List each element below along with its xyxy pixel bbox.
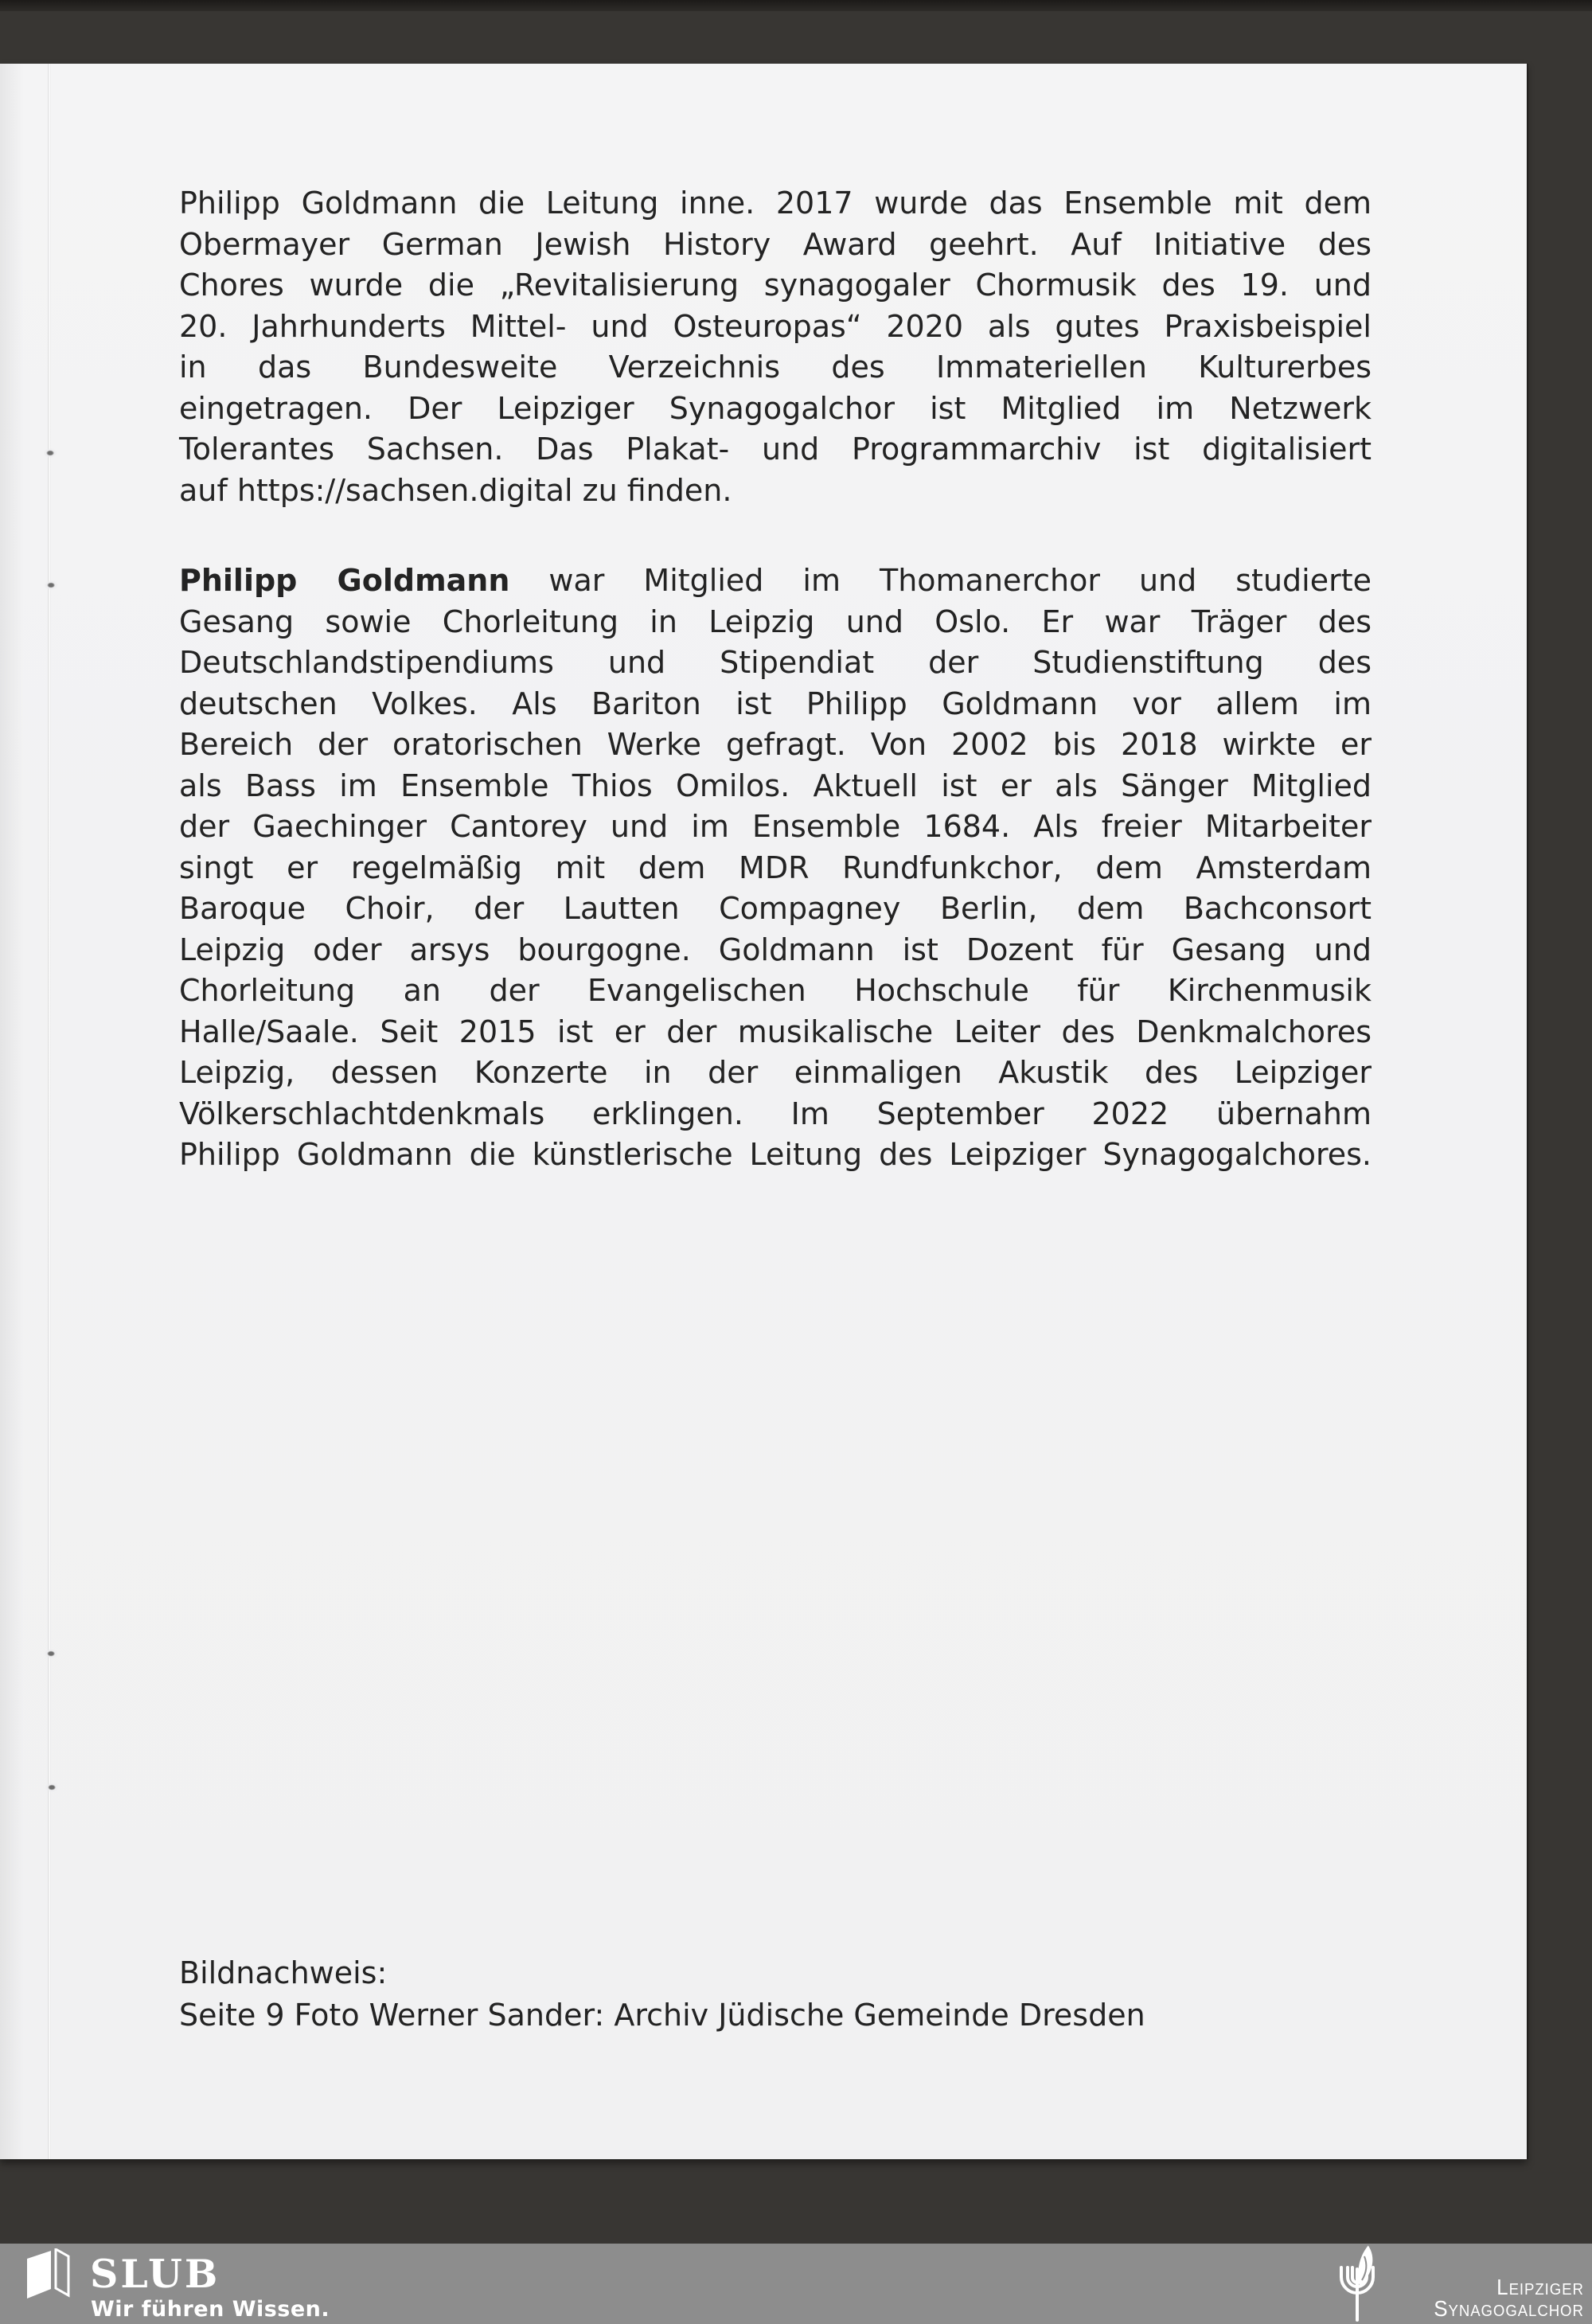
text-line: auf https://sachsen.digital zu finden. [179,472,732,508]
text-line: Tolerantes Sachsen. Das Plakat- und Programmarchiv ist digitalisiert [179,432,1372,467]
text-line: deutschen Volkes. Als Bariton ist Philipp Goldmann vor allem im [179,685,1372,721]
paragraph-ensemble-history [179,183,1372,511]
text-line: Philipp Goldmann die Leitung inne. 2017 wurde das Ensemble mit dem [179,186,1372,221]
text-line: Völkerschlachtdenkmals erklingen. Im September 2022 übernahm [179,1096,1372,1131]
credits-line: Seite 9 Foto Werner Sander: Archiv Jüdische Gemeinde Dresden [179,1998,1145,2033]
text-line: der Gaechinger Cantorey und im Ensemble 1684. Als freier Mitarbeiter [179,809,1372,844]
slub-logo [26,2247,361,2324]
text-line: Leipzig oder arsys bourgogne. Goldmann ist Dozent für Gesang und [179,932,1372,967]
text-line: als Bass im Ensemble Thios Omilos. Aktuell ist er als Sänger Mitglied [179,768,1372,803]
text-line: Leipzig, dessen Konzerte in der einmaligen Akustik des Leipziger [179,1055,1372,1090]
text-line: Chorleitung an der Evangelischen Hochschule für Kirchenmusik [179,973,1372,1008]
text-line: Chores wurde die „Revitalisierung synagogaler Chormusik des 19. und [179,268,1372,303]
text-line: Halle/Saale. Seit 2015 ist er der musikalische Leiter des Denkmalchores [179,1014,1372,1049]
text-line: Gesang sowie Chorleitung in Leipzig und Oslo. Er war Träger des [179,603,1372,639]
choir-wordmark-line2: Synagogalchor [1434,2296,1584,2321]
choir-wordmark [1434,2277,1584,2319]
text-line: Philipp Goldmann die künstlerische Leitung des Leipziger Synagogalchores. [179,1137,1372,1172]
image-credits [179,1952,1389,2037]
digitization-footer-bar [0,2244,1592,2324]
open-book-icon [26,2248,71,2301]
page-content [0,64,1527,2159]
text-line: Obermayer German Jewish History Award geehrt. Auf Initiative des [179,226,1372,262]
credits-heading: Bildnachweis: [179,1955,388,1990]
paragraph-philipp-goldmann-bio [179,560,1372,1176]
text-line: Baroque Choir, der Lautten Compagney Berlin, dem Bachconsort [179,891,1372,926]
menorah-icon [1331,2245,1387,2323]
scanner-bed-edge [0,0,1592,11]
slub-tagline: Wir führen Wissen. [91,2297,330,2322]
text-line: Philipp Goldmann war Mitglied im Thomanerchor und studierte [179,563,1372,598]
slub-wordmark: SLUB [90,2251,220,2297]
text-line: Bereich der oratorischen Werke gefragt. Von 2002 bis 2018 wirkte er [179,727,1372,762]
text-line: singt er regelmäßig mit dem MDR Rundfunkchor, dem Amsterdam [179,850,1372,885]
text-line: 20. Jahrhunderts Mittel- und Osteuropas“ 2020 als gutes Praxisbeispiel [179,308,1372,344]
booklet-page [0,64,1527,2159]
leipziger-synagogalchor-logo [1331,2244,1586,2324]
text-line: eingetragen. Der Leipziger Synagogalchor ist Mitglied im Netzwerk [179,390,1372,426]
choir-wordmark-line1: Leipziger [1496,2275,1584,2299]
text-line: in das Bundesweite Verzeichnis des Immateriellen Kulturerbes [179,350,1372,385]
text-line: Deutschlandstipendiums und Stipendiat der Studienstiftung des [179,645,1372,680]
